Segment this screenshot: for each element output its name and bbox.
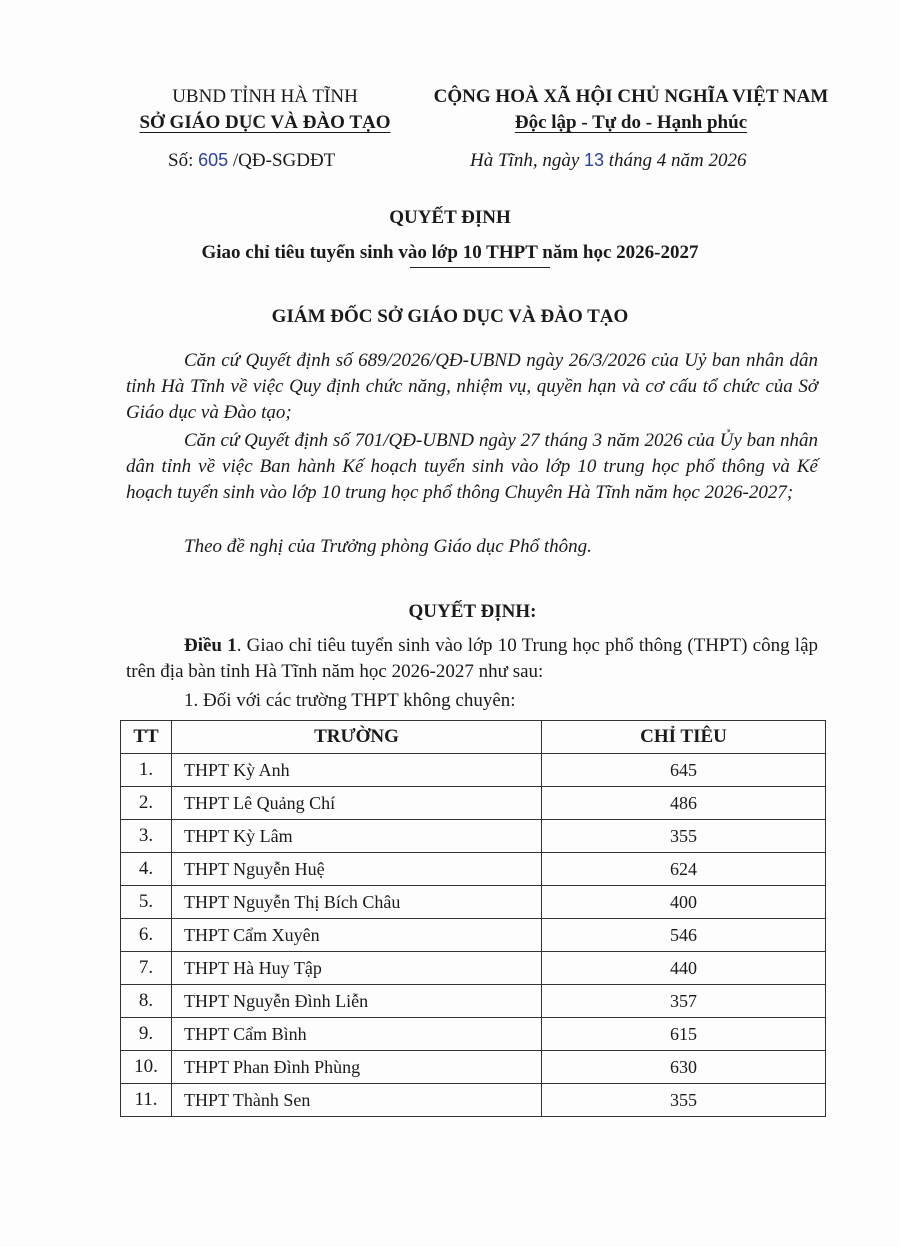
- national-motto: Độc lập - Tự do - Hạnh phúc: [514, 112, 748, 133]
- table-row: 1. THPT Kỳ Anh 645: [121, 754, 826, 787]
- document-number-value: 605: [198, 150, 229, 170]
- document-number: Số: 605 /QĐ-SGDĐT: [168, 150, 336, 171]
- article-1: Điều 1. Giao chỉ tiêu tuyển sinh vào lớp 10 Trung học phổ thông (THPT) công lập trên địa bàn tỉnh Hà Tĩnh năm học 2026-2027 như sau:: [126, 635, 819, 682]
- article-1-subsection: 1. Đối với các trường THPT không chuyên:: [184, 690, 516, 711]
- table-row: 8. THPT Nguyễn Đình Liễn 357: [121, 985, 826, 1018]
- article-1-label: Điều 1: [184, 635, 237, 656]
- table-row: 4. THPT Nguyễn Huệ 624: [121, 853, 826, 886]
- issuer-line-2: SỞ GIÁO DỤC VÀ ĐÀO TẠO: [139, 112, 391, 133]
- issue-day: 13: [584, 150, 605, 170]
- table-row: 9. THPT Cẩm Bình 615: [121, 1018, 826, 1051]
- preamble-paragraph-2: Căn cứ Quyết định số 701/QĐ-UBND ngày 27 tháng 3 năm 2026 của Ủy ban nhân dân tỉnh về việc Ban hành Kế hoạch tuyển sinh vào lớp 10 trung học phổ thông và Kế hoạch tuyển sinh vào lớp 10 trung học phổ thông Chuyên Hà Tĩnh năm học 2026-2027;: [126, 430, 818, 503]
- table-row: 2. THPT Lê Quảng Chí 486: [121, 787, 826, 820]
- table-row: 10. THPT Phan Đình Phùng 630: [121, 1051, 826, 1084]
- header-quota: CHỈ TIÊU: [542, 721, 826, 754]
- quota-table: [120, 720, 826, 1117]
- decision-heading: QUYẾT ĐỊNH:: [408, 601, 537, 622]
- table-row: 3. THPT Kỳ Lâm 355: [121, 820, 826, 853]
- issue-date: Hà Tĩnh, ngày 13 tháng 4 năm 2026: [470, 150, 747, 171]
- table-row: 11. THPT Thành Sen 355: [121, 1084, 826, 1117]
- table-header-row: [121, 721, 826, 754]
- decision-subject: Giao chỉ tiêu tuyển sinh vào lớp 10 THPT năm học 2026-2027: [201, 242, 699, 263]
- header-school: TRƯỜNG: [172, 721, 542, 754]
- header-tt: TT: [121, 721, 172, 754]
- table-row: 5. THPT Nguyễn Thị Bích Châu 400: [121, 886, 826, 919]
- national-name: CỘNG HOÀ XÃ HỘI CHỦ NGHĨA VIỆT NAM: [433, 86, 829, 107]
- issuer-line-1: UBND TỈNH HÀ TĨNH: [172, 86, 358, 107]
- preamble-paragraph-1: Căn cứ Quyết định số 689/2026/QĐ-UBND ngày 26/3/2026 của Uỷ ban nhân dân tỉnh Hà Tĩnh về việc Quy định chức năng, nhiệm vụ, quyền hạn và cơ cấu tổ chức của Sở Giáo dục và Đào tạo;: [126, 350, 818, 423]
- decision-title: QUYẾT ĐỊNH: [389, 207, 511, 228]
- authority-title: GIÁM ĐỐC SỞ GIÁO DỤC VÀ ĐÀO TẠO: [271, 306, 629, 327]
- table-row: 7. THPT Hà Huy Tập 440: [121, 952, 826, 985]
- national-motto-block: [418, 84, 844, 136]
- preamble-paragraph-3: Theo đề nghị của Trưởng phòng Giáo dục Phổ thông.: [184, 536, 592, 557]
- table-row: 6. THPT Cẩm Xuyên 546: [121, 919, 826, 952]
- issuer-block: [120, 84, 410, 136]
- subject-underline: [410, 267, 550, 268]
